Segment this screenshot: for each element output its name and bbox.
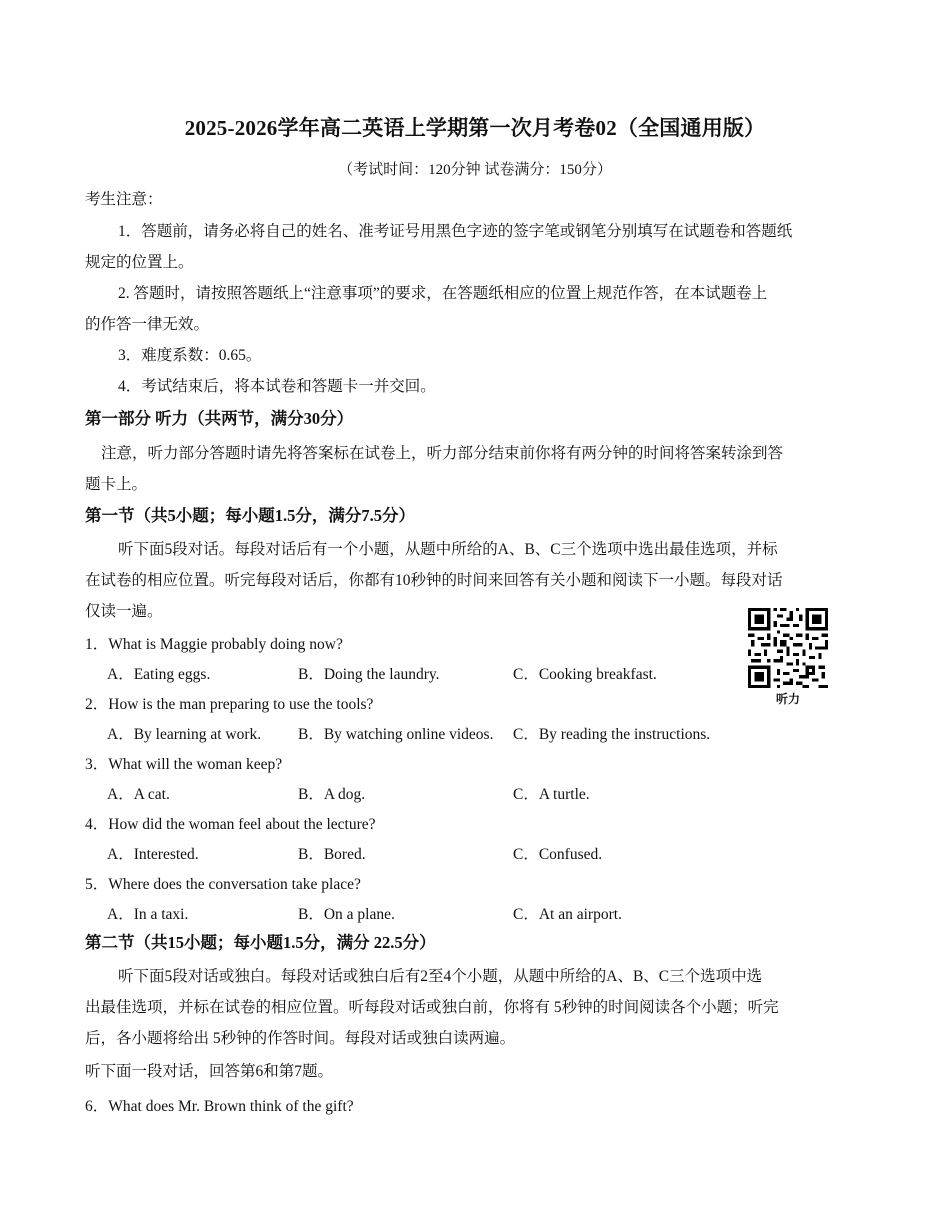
notice-item-2-line-2: 的作答一律无效。 (85, 316, 210, 333)
question-6: 6．What does Mr. Brown think of the gift? (85, 1098, 354, 1115)
question-5: 5．Where does the conversation take place? (85, 876, 361, 893)
qr-code[interactable] (748, 608, 828, 688)
section2-sub-instruction: 听下面一段对话，回答第6和第7题。 (85, 1063, 334, 1080)
section2-instr-line-1: 听下面5段对话或独白。每段对话或独白后有2至4个小题，从题中所给的A、B、C三个选项中选 (118, 968, 763, 985)
question-4-option-b: B．Bored. (298, 846, 366, 863)
notice-item-1-line-1: 1．答题前，请务必将自己的姓名、准考证号用黑色字迹的签字笔或钢笔分别填写在试题卷和答题纸 (118, 223, 793, 240)
section1-heading: 第一节（共5小题；每小题1.5分，满分7.5分） (85, 506, 415, 525)
question-2-option-b: B．By watching online videos. (298, 726, 494, 743)
section1-instr-line-1: 听下面5段对话。每段对话后有一个小题，从题中所给的A、B、C三个选项中选出最佳选项，并标 (118, 541, 778, 558)
notice-item-1-line-2: 规定的位置上。 (85, 254, 194, 271)
question-4: 4．How did the woman feel about the lecture? (85, 816, 376, 833)
question-3: 3．What will the woman keep? (85, 756, 283, 773)
question-3-option-b: B．A dog. (298, 786, 366, 803)
part1-heading: 第一部分 听力（共两节，满分30分） (85, 409, 354, 428)
section1-instr-line-3: 仅读一遍。 (85, 603, 163, 620)
question-3-option-c: C．A turtle. (513, 786, 590, 803)
question-1-option-c: C．Cooking breakfast. (513, 666, 657, 683)
question-4-option-c: C．Confused. (513, 846, 603, 863)
question-2-option-a: A．By learning at work. (107, 726, 262, 743)
question-3-option-a: A．A cat. (107, 786, 170, 803)
section1-instr-line-2: 在试卷的相应位置。听完每段对话后，你都有10秒钟的时间来回答有关小题和阅读下一小题。每段对话 (85, 572, 783, 589)
question-4-option-a: A．Interested. (107, 846, 199, 863)
qr-code-label: 听力 (775, 692, 800, 706)
question-5-option-b: B．On a plane. (298, 906, 395, 923)
question-1-option-a: A．Eating eggs. (107, 666, 211, 683)
question-5-option-a: A．In a taxi. (107, 906, 189, 923)
exam-info: （考试时间：120分钟 试卷满分：150分） (338, 162, 612, 178)
section2-instr-line-3: 后，各小题将给出 5秒钟的作答时间。每段对话或独白读两遍。 (85, 1030, 516, 1047)
page-title: 2025-2026学年高二英语上学期第一次月考卷02（全国通用版） (184, 116, 766, 140)
notice-item-4: 4．考试结束后，将本试卷和答题卡一并交回。 (118, 378, 436, 395)
question-1-option-b: B．Doing the laundry. (298, 666, 440, 683)
notice-item-3: 3．难度系数：0.65。 (118, 347, 262, 364)
question-1: 1．What is Maggie probably doing now? (85, 636, 343, 653)
question-2-option-c: C．By reading the instructions. (513, 726, 711, 743)
part1-note-line-2: 题卡上。 (85, 476, 148, 493)
question-2: 2．How is the man preparing to use the tools? (85, 696, 374, 713)
part1-note-line-1: 注意，听力部分答题时请先将答案标在试卷上，听力部分结束前你将有两分钟的时间将答案转涂到答 (101, 445, 784, 462)
notice-item-2-line-1: 2. 答题时，请按照答题纸上“注意事项”的要求，在答题纸相应的位置上规范作答，在本试题卷上 (118, 285, 768, 302)
section2-heading: 第二节（共15小题；每小题1.5分，满分 22.5分） (85, 933, 436, 952)
notice-heading: 考生注意： (85, 191, 163, 208)
question-5-option-c: C．At an airport. (513, 906, 622, 923)
section2-instr-line-2: 出最佳选项，并标在试卷的相应位置。听每段对话或独白前，你将有 5秒钟的时间阅读各个小题；听完 (85, 999, 779, 1016)
